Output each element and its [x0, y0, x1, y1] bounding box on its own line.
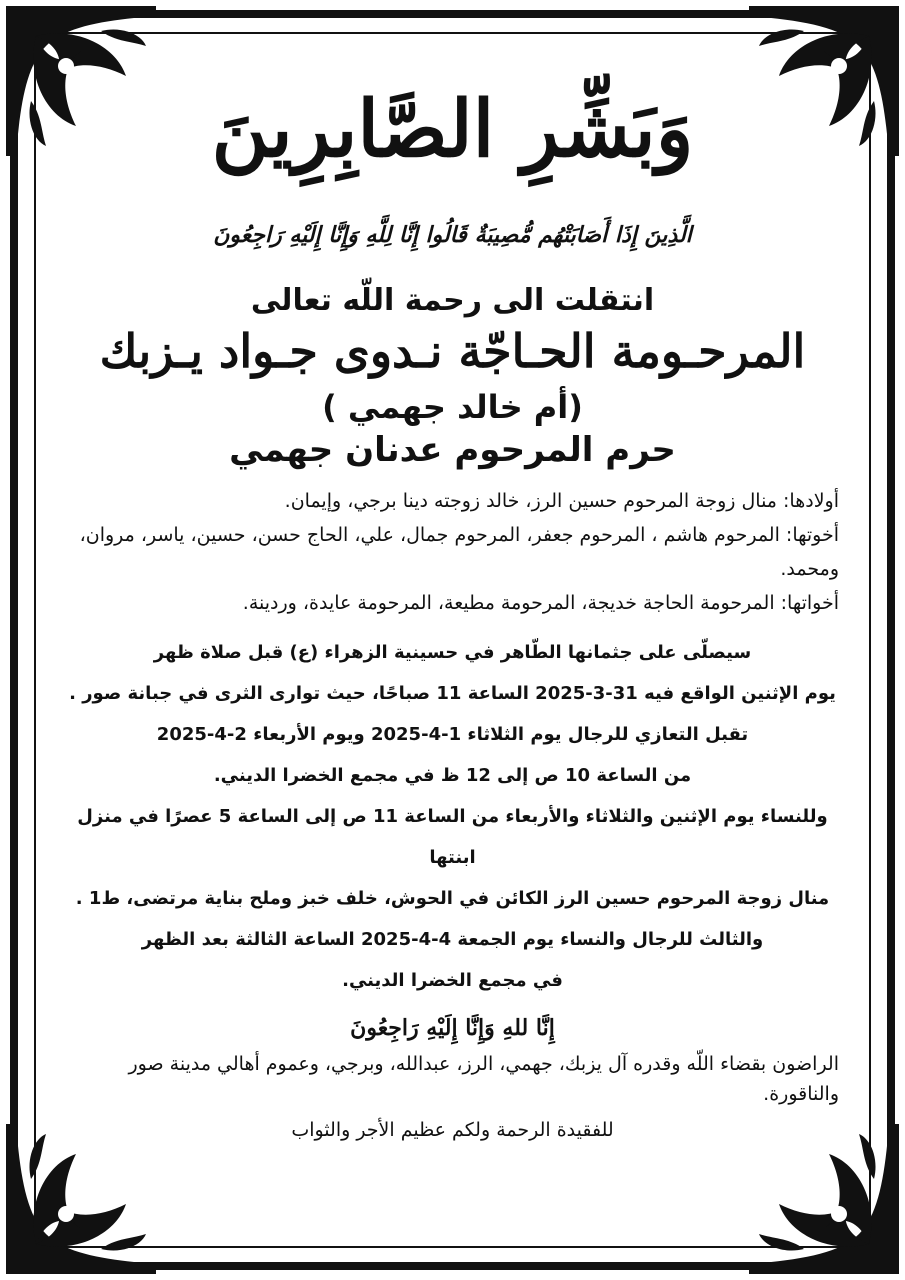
deceased-name: المرحـومة الحـاجّة نـدوى جـواد يـزبك — [99, 324, 806, 378]
family-sisters: أخواتها: المرحومة الحاجة خديجة، المرحومة مطيعة، المرحومة عايدة، وردينة. — [242, 592, 839, 614]
quran-phrase: إِنَّا للهِ وَإِنَّا إِلَيْهِ رَاجِعُونَ — [350, 1015, 555, 1041]
family-sons: أولادها: منال زوجة المرحوم حسين الرز، خالد زوجته دينا برجي، وإيمان. — [284, 490, 839, 512]
detail-line: منال زوجة المرحوم حسين الرز الكائن في الحوش، خلف خبز وملح بناية مرتضى، ط1 . — [75, 888, 830, 909]
family-list — [60, 484, 845, 620]
deceased-kunya: (أم خالد جهمي ) — [322, 388, 583, 426]
family-brothers: أخوتها: المرحوم هاشم ، المرحوم جعفر، المرحوم جمال، علي، الحاج حسن، حسين، ياسر، مروان، ومحمد. — [79, 524, 839, 580]
detail-line: تقبل التعازي للرجال يوم الثلاثاء 1-4-2025 ويوم الأربعاء 2-4-2025 — [156, 724, 749, 745]
announcement-intro: انتقلت الى رحمة اللّه تعالى — [250, 283, 655, 318]
detail-line: في مجمع الخضرا الديني. — [342, 970, 563, 991]
spouse-line: حرم المرحوم عدنان جهمي — [229, 430, 676, 470]
detail-line: والثالث للرجال والنساء يوم الجمعة 4-4-2025 الساعة الثالثة بعد الظهر — [141, 929, 764, 950]
detail-line: وللنساء يوم الإثنين والثلاثاء والأربعاء من الساعة 11 ص إلى الساعة 5 عصرًا في منزل ابنتها — [77, 806, 828, 868]
calligraphy-heading: وَبَشِّرِ الصَّابِرِينَ — [211, 84, 694, 175]
mourners-line: الراضون بقضاء اللّه وقدره آل يزبك، جهمي، الرز، عبدالله، وبرجي، وعموم أهالي مدينة صور والناقورة. — [128, 1053, 839, 1105]
detail-line: سيصلّى على جثمانها الطّاهر في حسينية الزهراء (ع) قبل صلاة ظهر — [153, 642, 752, 663]
detail-line: من الساعة 10 ص إلى 12 ظ في مجمع الخضرا الديني. — [213, 765, 692, 786]
obituary-content — [60, 55, 845, 1240]
detail-line: يوم الإثنين الواقع فيه 31-3-2025 الساعة 11 صباحًا، حيث توارى الثرى في جبانة صور . — [69, 683, 836, 704]
funeral-details — [60, 632, 845, 1001]
closing-line: للفقيدة الرحمة ولكم عظيم الأجر والثواب — [291, 1119, 614, 1141]
quran-verse: الَّذِينَ إِذَا أَصَابَتْهُم مُّصِيبَةٌ قَالُوا إِنَّا لِلَّهِ وَإِنَّا إِلَيْهِ رَاجِعُونَ — [213, 222, 692, 248]
